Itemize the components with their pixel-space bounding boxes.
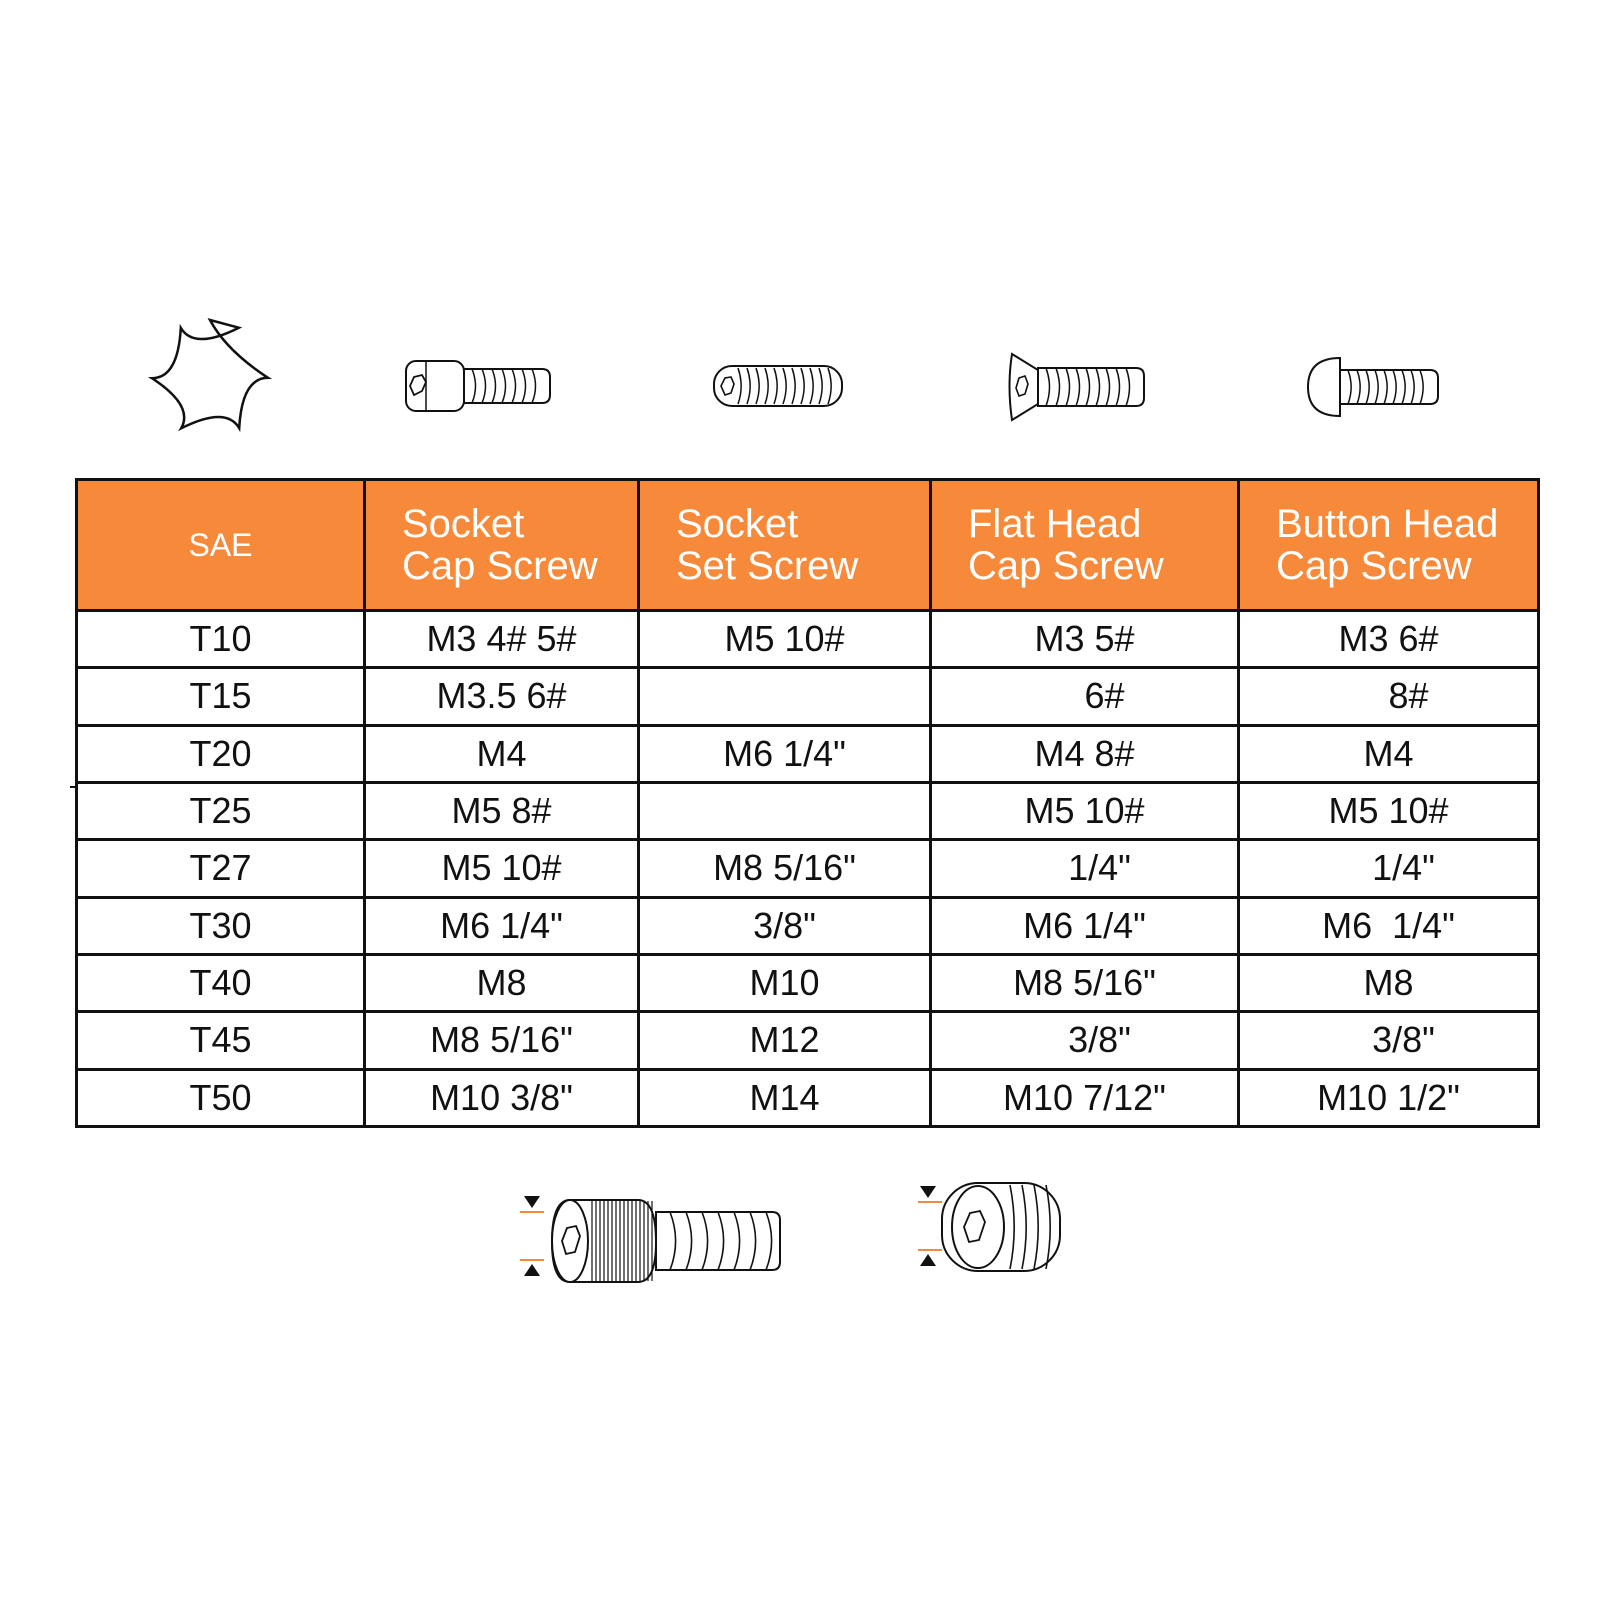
header-label: Button Head Cap Screw — [1276, 502, 1499, 588]
socket-cap-screw-diagram-icon — [520, 1190, 800, 1300]
sae-size-cell: T15 — [77, 668, 365, 725]
socket-set-cell — [639, 668, 931, 725]
socket-set-cell: 3/8" — [639, 897, 931, 954]
socket-cap-cell: M10 3/8" — [365, 1069, 639, 1126]
table-row — [77, 1069, 1539, 1126]
sae-size-cell: T30 — [77, 897, 365, 954]
flat-head-cell: 1/4" — [931, 840, 1239, 897]
size-chart-table — [75, 478, 1540, 1128]
socket-cap-cell: M5 10# — [365, 840, 639, 897]
button-head-cell: M3 6# — [1239, 611, 1539, 668]
socket-set-screw-icon — [712, 363, 848, 409]
button-head-cell: M8 — [1239, 954, 1539, 1011]
button-head-cell: M10 1/2" — [1239, 1069, 1539, 1126]
button-head-cap-screw-icon — [1306, 352, 1451, 422]
dimension-diagrams — [0, 1180, 1600, 1320]
header-socket-cap-screw — [365, 480, 639, 611]
table-header-row — [77, 480, 1539, 611]
flat-head-cap-screw-icon — [1004, 350, 1154, 425]
socket-cap-cell: M6 1/4" — [365, 897, 639, 954]
table-row — [77, 611, 1539, 668]
header-button-head-cap-screw — [1239, 480, 1539, 611]
flat-head-cell: M5 10# — [931, 782, 1239, 839]
sae-size-cell: T45 — [77, 1012, 365, 1069]
socket-cap-screw-icon — [400, 355, 560, 415]
button-head-cell: M6 1/4" — [1239, 897, 1539, 954]
sae-size-cell: T25 — [77, 782, 365, 839]
sae-size-cell: T27 — [77, 840, 365, 897]
flat-head-cell: 6# — [931, 668, 1239, 725]
button-head-cell: M4 — [1239, 725, 1539, 782]
socket-set-cell: M12 — [639, 1012, 931, 1069]
screw-type-icons — [0, 0, 1600, 460]
table-row — [77, 840, 1539, 897]
table-row — [77, 954, 1539, 1011]
socket-set-cell — [639, 782, 931, 839]
socket-set-cell: M6 1/4" — [639, 725, 931, 782]
button-head-cell: 8# — [1239, 668, 1539, 725]
socket-cap-cell: M3 4# 5# — [365, 611, 639, 668]
table-row — [77, 1012, 1539, 1069]
socket-cap-cell: M3.5 6# — [365, 668, 639, 725]
header-sae: SAE — [77, 480, 365, 611]
socket-cap-cell: M4 — [365, 725, 639, 782]
header-label: Flat Head Cap Screw — [968, 502, 1164, 588]
socket-set-screw-diagram-icon — [918, 1180, 1098, 1290]
sae-size-cell: T50 — [77, 1069, 365, 1126]
socket-set-cell: M10 — [639, 954, 931, 1011]
socket-set-cell: M5 10# — [639, 611, 931, 668]
table-row — [77, 897, 1539, 954]
sae-size-cell: T20 — [77, 725, 365, 782]
flat-head-cell: M10 7/12" — [931, 1069, 1239, 1126]
socket-set-cell: M8 5/16" — [639, 840, 931, 897]
header-label: Socket Cap Screw — [402, 502, 598, 588]
socket-set-cell: M14 — [639, 1069, 931, 1126]
flat-head-cell: M6 1/4" — [931, 897, 1239, 954]
torx-size-table — [75, 478, 1537, 1128]
flat-head-cell: M3 5# — [931, 611, 1239, 668]
table-row — [77, 782, 1539, 839]
sae-size-cell: T40 — [77, 954, 365, 1011]
header-label: Socket Set Screw — [676, 502, 859, 588]
sae-size-cell: T10 — [77, 611, 365, 668]
button-head-cell: 1/4" — [1239, 840, 1539, 897]
button-head-cell: 3/8" — [1239, 1012, 1539, 1069]
flat-head-cell: 3/8" — [931, 1012, 1239, 1069]
socket-cap-cell: M8 5/16" — [365, 1012, 639, 1069]
flat-head-cell: M4 8# — [931, 725, 1239, 782]
table-row — [77, 668, 1539, 725]
header-socket-set-screw — [639, 480, 931, 611]
flat-head-cell: M8 5/16" — [931, 954, 1239, 1011]
torx-star-icon — [140, 315, 280, 455]
header-flat-head-cap-screw — [931, 480, 1239, 611]
socket-cap-cell: M5 8# — [365, 782, 639, 839]
button-head-cell: M5 10# — [1239, 782, 1539, 839]
socket-cap-cell: M8 — [365, 954, 639, 1011]
table-row — [77, 725, 1539, 782]
